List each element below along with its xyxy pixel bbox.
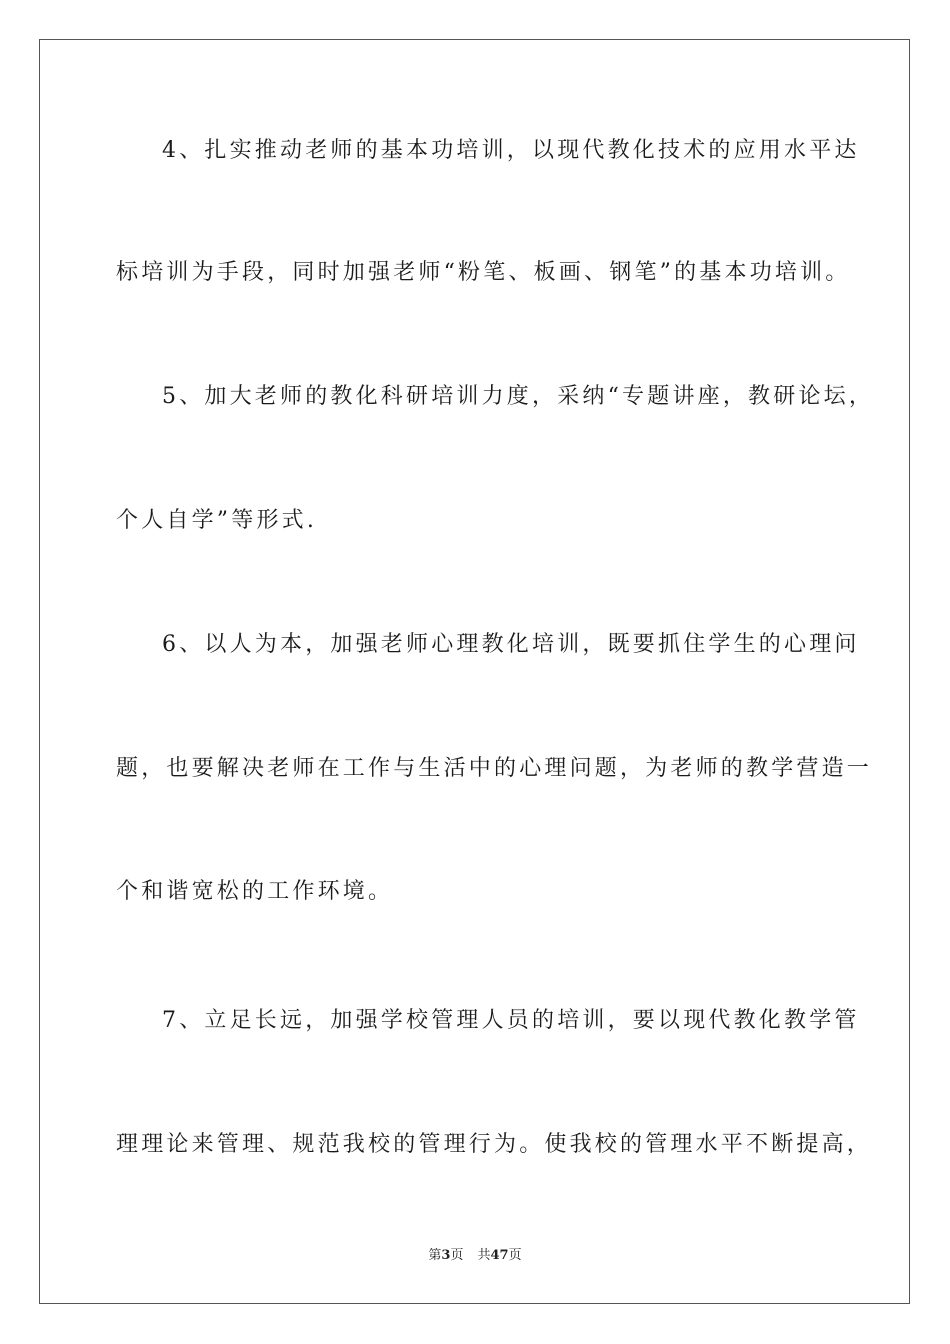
paragraph-5-line-1: 5、加大老师的教化科研培训力度，采纳“专题讲座，教研论坛， xyxy=(162,384,875,409)
total-suffix: 页 xyxy=(508,1248,522,1263)
paragraph-6-line-2: 题，也要解决老师在工作与生活中的心理问题，为老师的教学营造一 xyxy=(116,756,873,781)
paragraph-4-line-1: 4、扎实推动老师的基本功培训，以现代教化技术的应用水平达 xyxy=(162,138,860,163)
paragraph-7-line-1: 7、立足长远，加强学校管理人员的培训，要以现代教化教学管 xyxy=(162,1008,860,1033)
total-prefix: 共 xyxy=(477,1248,491,1263)
paragraph-6-line-1: 6、以人为本，加强老师心理教化培训，既要抓住学生的心理问 xyxy=(162,632,860,657)
page-prefix: 第 xyxy=(428,1248,442,1263)
page-suffix: 页 xyxy=(450,1248,464,1263)
total-pages: 47 xyxy=(490,1248,509,1263)
paragraph-6-line-3: 个和谐宽松的工作环境。 xyxy=(116,879,394,904)
page-footer xyxy=(0,1247,950,1265)
paragraph-5-line-2: 个人自学”等形式. xyxy=(116,508,318,533)
paragraph-7-line-2: 理理论来管理、规范我校的管理行为。使我校的管理水平不断提高， xyxy=(116,1132,873,1157)
page-number: 3 xyxy=(441,1248,451,1263)
paragraph-4-line-2: 标培训为手段，同时加强老师“粉笔、板画、钢笔”的基本功培训。 xyxy=(116,260,851,285)
page-border xyxy=(39,39,910,1304)
